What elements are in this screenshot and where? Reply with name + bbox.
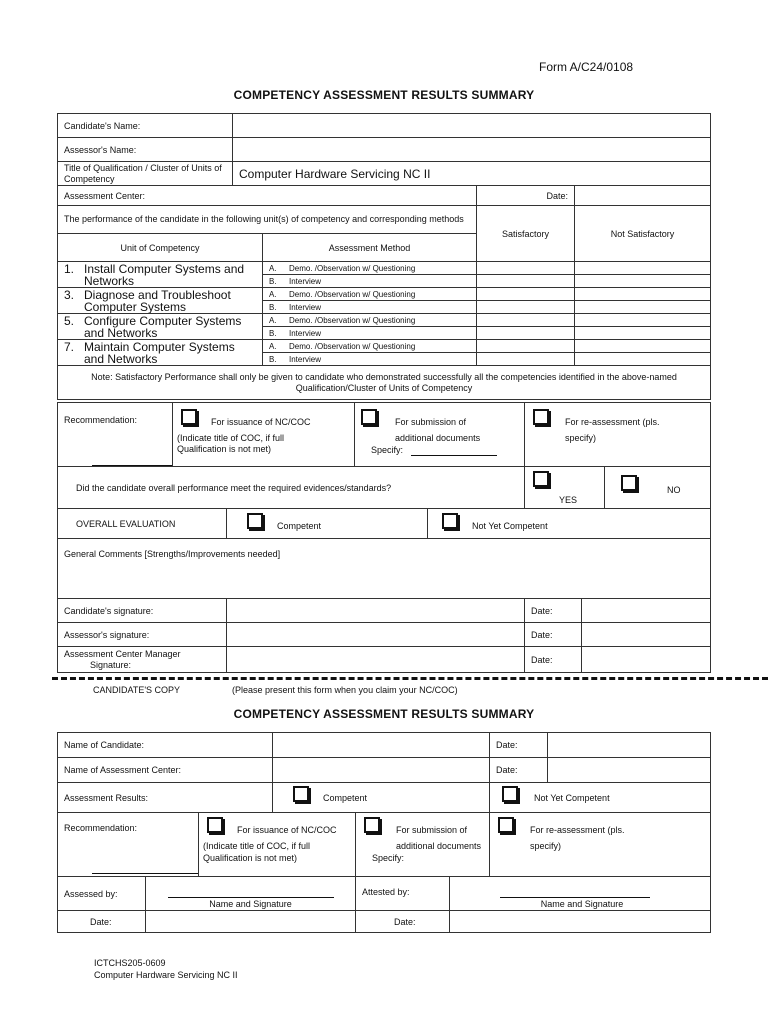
cut-line <box>52 677 768 680</box>
qualification-label: Title of Qualification / Cluster of Units of Competency <box>58 162 233 186</box>
footer-code: ICTCHS205-0609 <box>94 958 166 968</box>
candidate-signature-label: Candidate's signature: <box>58 599 227 623</box>
unit-header: Unit of Competency <box>58 234 263 262</box>
assessed-by-field[interactable] <box>146 877 356 911</box>
rec-submission-checkbox[interactable] <box>361 409 377 425</box>
assessed-by-label: Assessed by: <box>58 877 146 911</box>
assessment-center-label: Assessment Center: <box>58 186 477 206</box>
units-table <box>57 205 711 400</box>
satisfactory-checkbox[interactable] <box>477 275 575 288</box>
copy-competent-cell: Competent <box>273 783 490 813</box>
date-label: Date: <box>525 623 582 647</box>
no-cell: NO <box>605 467 711 509</box>
copy-recommendation-label: Recommendation: <box>58 813 199 877</box>
candidate-signature-field[interactable] <box>227 599 525 623</box>
not-satisfactory-checkbox[interactable] <box>575 314 711 327</box>
candidates-copy-label: CANDIDATE'S COPY <box>93 685 181 695</box>
copy-name-label: Name of Candidate: <box>58 733 273 758</box>
recommendation-label: Recommendation: <box>58 403 173 467</box>
performance-text: The performance of the candidate in the following unit(s) of competency and corresponding methods <box>58 206 477 234</box>
date-field[interactable] <box>582 599 711 623</box>
date-label: Date: <box>525 599 582 623</box>
date-label: Date: <box>525 647 582 673</box>
candidate-name-label: Candidate's Name: <box>58 114 233 138</box>
unit-cell: 7. Maintain Computer Systems and Networks <box>58 340 263 366</box>
not-satisfactory-checkbox[interactable] <box>575 340 711 353</box>
rec-specify-field[interactable] <box>411 455 497 456</box>
date-label: Date: <box>477 186 575 206</box>
assessor-signature-field[interactable] <box>227 623 525 647</box>
yes-checkbox[interactable] <box>533 471 549 487</box>
copy-name-field[interactable] <box>273 733 490 758</box>
general-comments-label: General Comments [Strengths/Improvements needed] <box>64 549 281 559</box>
yes-cell: YES <box>525 467 605 509</box>
copy-center-field[interactable] <box>273 758 490 783</box>
method-a-cell: A. Demo. /Observation w/ Questioning <box>263 262 477 275</box>
manager-signature-field[interactable] <box>227 647 525 673</box>
unit-row <box>58 314 711 327</box>
satisfactory-header: Satisfactory <box>477 206 575 262</box>
rec-issuance-cell: For issuance of NC/COC (Indicate title of COC, if full Qualification is not met) <box>173 403 355 467</box>
rec-submission-cell: For submission of additional documents Specify: <box>355 403 525 467</box>
date-field[interactable] <box>582 623 711 647</box>
copy-rec-reassessment-cell: For re-assessment (pls. specify) <box>490 813 711 877</box>
satisfactory-checkbox[interactable] <box>477 314 575 327</box>
assessor-name-field[interactable] <box>233 138 711 162</box>
manager-signature-label: Assessment Center Manager Signature: <box>58 647 227 673</box>
date-field[interactable] <box>582 647 711 673</box>
date-label: Date: <box>490 758 548 783</box>
method-b-cell: B. Interview <box>263 275 477 288</box>
date-label: Date: <box>490 733 548 758</box>
not-yet-competent-cell: Not Yet Competent <box>428 509 711 539</box>
copy-not-yet-competent-checkbox[interactable] <box>502 786 518 802</box>
method-a-cell: A. Demo. /Observation w/ Questioning <box>263 288 477 301</box>
method-a-cell: A. Demo. /Observation w/ Questioning <box>263 314 477 327</box>
date-field[interactable] <box>575 186 711 206</box>
copy-results-label: Assessment Results: <box>58 783 273 813</box>
attested-by-label: Attested by: <box>356 877 450 911</box>
not-satisfactory-header: Not Satisfactory <box>575 206 711 262</box>
method-b-cell: B. Interview <box>263 301 477 314</box>
evaluation-table <box>57 402 711 673</box>
not-satisfactory-checkbox[interactable] <box>575 288 711 301</box>
footer-qualification: Computer Hardware Servicing NC II <box>94 970 238 980</box>
satisfactory-checkbox[interactable] <box>477 262 575 275</box>
satisfactory-checkbox[interactable] <box>477 327 575 340</box>
copy-competent-checkbox[interactable] <box>293 786 309 802</box>
copy-rec-submission-checkbox[interactable] <box>364 817 380 833</box>
attested-by-caption: Name and Signature <box>540 899 624 909</box>
rec-reassessment-cell: For re-assessment (pls. specify) <box>525 403 711 467</box>
date-field[interactable] <box>450 911 711 933</box>
overall-evaluation-label: OVERALL EVALUATION <box>58 509 227 539</box>
date-label: Date: <box>356 911 450 933</box>
unit-cell: 3. Diagnose and Troubleshoot Computer Systems <box>58 288 263 314</box>
attested-by-field[interactable] <box>450 877 711 911</box>
competent-cell: Competent <box>227 509 428 539</box>
note-text: Note: Satisfactory Performance shall only be given to candidate who demonstrated successfully all the competencies identified in the above-named Qualification/Cluster of Units of Competency <box>58 366 711 400</box>
method-b-cell: B. Interview <box>263 327 477 340</box>
method-header: Assessment Method <box>263 234 477 262</box>
rec-reassessment-checkbox[interactable] <box>533 409 549 425</box>
unit-row <box>58 340 711 353</box>
candidate-name-field[interactable] <box>233 114 711 138</box>
copy-rec-issuance-cell: For issuance of NC/COC (Indicate title of COC, if full Qualification is not met) <box>199 813 356 877</box>
general-comments-field[interactable] <box>58 539 711 599</box>
copy-rec-submission-cell: For submission of additional documents Specify: <box>356 813 490 877</box>
rec-issuance-checkbox[interactable] <box>181 409 197 425</box>
not-satisfactory-checkbox[interactable] <box>575 275 711 288</box>
overall-question: Did the candidate overall performance meet the required evidences/standards? <box>58 467 525 509</box>
satisfactory-checkbox[interactable] <box>477 340 575 353</box>
not-satisfactory-checkbox[interactable] <box>575 301 711 314</box>
unit-row <box>58 262 711 275</box>
assessor-name-label: Assessor's Name: <box>58 138 233 162</box>
qualification-value: Computer Hardware Servicing NC II <box>233 162 711 186</box>
assessor-signature-label: Assessor's signature: <box>58 623 227 647</box>
no-checkbox[interactable] <box>621 475 637 491</box>
copy-rec-reassessment-checkbox[interactable] <box>498 817 514 833</box>
not-yet-competent-checkbox[interactable] <box>442 513 458 529</box>
page-title: COMPETENCY ASSESSMENT RESULTS SUMMARY <box>233 88 535 102</box>
satisfactory-checkbox[interactable] <box>477 301 575 314</box>
satisfactory-checkbox[interactable] <box>477 353 575 366</box>
form-number: Form A/C24/0108 <box>539 60 634 74</box>
competent-checkbox[interactable] <box>247 513 263 529</box>
copy-not-yet-competent-cell: Not Yet Competent <box>490 783 711 813</box>
copy-table <box>57 732 711 933</box>
satisfactory-checkbox[interactable] <box>477 288 575 301</box>
method-a-cell: A. Demo. /Observation w/ Questioning <box>263 340 477 353</box>
date-field[interactable] <box>146 911 356 933</box>
date-label: Date: <box>58 911 146 933</box>
copy-center-label: Name of Assessment Center: <box>58 758 273 783</box>
assessed-by-caption: Name and Signature <box>209 899 292 909</box>
unit-row <box>58 288 711 301</box>
main-form-header <box>57 113 711 206</box>
not-satisfactory-checkbox[interactable] <box>575 327 711 340</box>
method-b-cell: B. Interview <box>263 353 477 366</box>
copy-title: COMPETENCY ASSESSMENT RESULTS SUMMARY <box>233 707 535 721</box>
copy-rec-issuance-checkbox[interactable] <box>207 817 223 833</box>
not-satisfactory-checkbox[interactable] <box>575 353 711 366</box>
present-note: (Please present this form when you claim your NC/COC) <box>232 685 458 695</box>
unit-cell: 1. Install Computer Systems and Networks <box>58 262 263 288</box>
date-field[interactable] <box>548 733 711 758</box>
not-satisfactory-checkbox[interactable] <box>575 262 711 275</box>
unit-cell: 5. Configure Computer Systems and Networks <box>58 314 263 340</box>
date-field[interactable] <box>548 758 711 783</box>
